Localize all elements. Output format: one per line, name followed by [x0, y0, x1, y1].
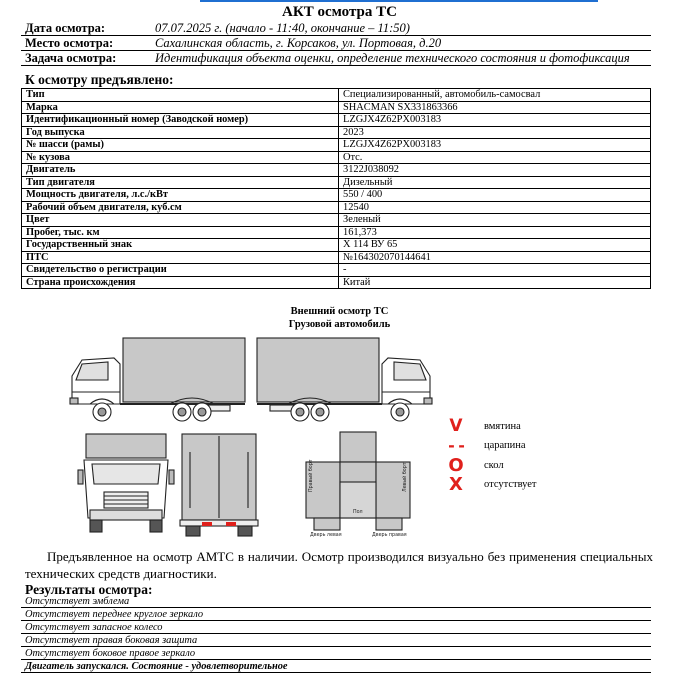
table-row: [22, 214, 651, 227]
header-value: Сахалинская область, г. Корсаков, ул. Портовая, д.20: [155, 36, 442, 50]
header-label: Место осмотра:: [25, 36, 114, 50]
property-label: Марка: [22, 101, 339, 114]
legend-label-missing: отсутствует: [484, 479, 537, 490]
table-row: [22, 101, 651, 114]
property-value: №164302070144641: [339, 251, 651, 264]
header-row-task: [21, 51, 651, 66]
property-value: Х 114 ВУ 65: [339, 239, 651, 252]
property-label: Свидетельство о регистрации: [22, 264, 339, 277]
diagram-caption: Внешний осмотр ТС: [290, 306, 389, 317]
table-row: [22, 251, 651, 264]
page-title: АКТ осмотра ТС: [282, 4, 397, 20]
legend-label-scratch: царапина: [484, 440, 526, 451]
property-label: Тип двигателя: [22, 176, 339, 189]
legend-label-dent: вмятина: [484, 421, 521, 432]
header-value: 07.07.2025 г. (начало - 11:40, окончание – 11:50): [155, 21, 410, 35]
results-heading: Результаты осмотра:: [25, 582, 153, 597]
property-value: Отс.: [339, 151, 651, 164]
truck-side-view-left: [70, 338, 245, 421]
property-value: -: [339, 264, 651, 277]
header-row-date: [21, 21, 651, 36]
property-label: Рабочий объем двигателя, куб.см: [22, 201, 339, 214]
property-label: Цвет: [22, 214, 339, 227]
header-label: Дата осмотра:: [25, 21, 106, 35]
result-item: Отсутствует запасное колесо: [21, 622, 651, 634]
property-label: Пробег, тыс. км: [22, 226, 339, 239]
property-value: Специализированный, автомобиль-самосвал: [339, 89, 651, 102]
diagram-subcaption: Грузовой автомобиль: [288, 319, 391, 330]
cargo-box-layout: [306, 432, 410, 530]
layout-label-left-side: Левый борт: [403, 462, 408, 492]
property-value: Китай: [339, 276, 651, 289]
table-row: [22, 189, 651, 202]
property-label: Мощность двигателя, л.с./кВт: [22, 189, 339, 202]
property-value: Дизельный: [339, 176, 651, 189]
property-value: 3122J038092: [339, 164, 651, 177]
table-row: [22, 89, 651, 102]
table-row: [22, 239, 651, 252]
table-row: [22, 276, 651, 289]
dent-icon: V: [449, 416, 463, 436]
legend-label-chip: скол: [484, 460, 504, 471]
header-row-place: [21, 36, 651, 51]
property-label: Год выпуска: [22, 126, 339, 139]
result-item-engine: Двигатель запускался. Состояние - удовлетворительное: [21, 661, 651, 673]
property-value: 161,373: [339, 226, 651, 239]
chip-icon: O: [448, 455, 464, 476]
scratch-icon: - -: [448, 436, 464, 455]
property-value: Зеленый: [339, 214, 651, 227]
property-value: LZGJX4Z62PX003183: [339, 114, 651, 127]
layout-label-floor: Пол: [353, 510, 363, 515]
table-row: [22, 126, 651, 139]
table-row: [22, 176, 651, 189]
property-label: Двигатель: [22, 164, 339, 177]
result-item: Отсутствует эмблема: [21, 596, 651, 608]
table-row: [22, 201, 651, 214]
header-label: Задача осмотра:: [25, 51, 117, 65]
property-value: 12540: [339, 201, 651, 214]
presented-heading: К осмотру предъявлено:: [25, 72, 174, 87]
result-item: Отсутствует правая боковая защита: [21, 635, 651, 647]
table-row: [22, 226, 651, 239]
property-label: ПТС: [22, 251, 339, 264]
property-label: Государственный знак: [22, 239, 339, 252]
header-value: Идентификация объекта оценки, определение технического состояния и фотофиксация: [155, 51, 630, 65]
property-label: № кузова: [22, 151, 339, 164]
truck-diagram: [60, 332, 440, 542]
property-label: Идентификационный номер (Заводской номер): [22, 114, 339, 127]
table-row: [22, 114, 651, 127]
property-label: Страна происхождения: [22, 276, 339, 289]
truck-side-view-right: [257, 338, 432, 421]
layout-label-door-left: Дверь левая: [310, 533, 342, 538]
table-row: [22, 139, 651, 152]
truck-rear-view: [180, 434, 258, 536]
property-value: 2023: [339, 126, 651, 139]
result-item: Отсутствует переднее круглое зеркало: [21, 609, 651, 621]
layout-label-right-side: Правый борт: [309, 459, 314, 492]
truck-front-view: [78, 434, 174, 532]
table-row: [22, 264, 651, 277]
layout-label-door-right: Дверь правая: [372, 533, 407, 538]
property-value: LZGJX4Z62PX003183: [339, 139, 651, 152]
missing-icon: X: [449, 474, 463, 495]
property-value: 550 / 400: [339, 189, 651, 202]
top-accent-line: [200, 0, 598, 2]
table-row: [22, 164, 651, 177]
result-item: Отсутствует боковое правое зеркало: [21, 648, 651, 660]
inspection-note: Предъявленное на осмотр АМТС в наличии. Осмотр производился визуально без применения специальных технических средств диагностики.: [25, 549, 653, 581]
property-value: SHACMAN SX331863366: [339, 101, 651, 114]
property-label: Тип: [22, 89, 339, 102]
table-row: [22, 151, 651, 164]
property-label: № шасси (рамы): [22, 139, 339, 152]
vehicle-properties-table: [21, 88, 651, 289]
